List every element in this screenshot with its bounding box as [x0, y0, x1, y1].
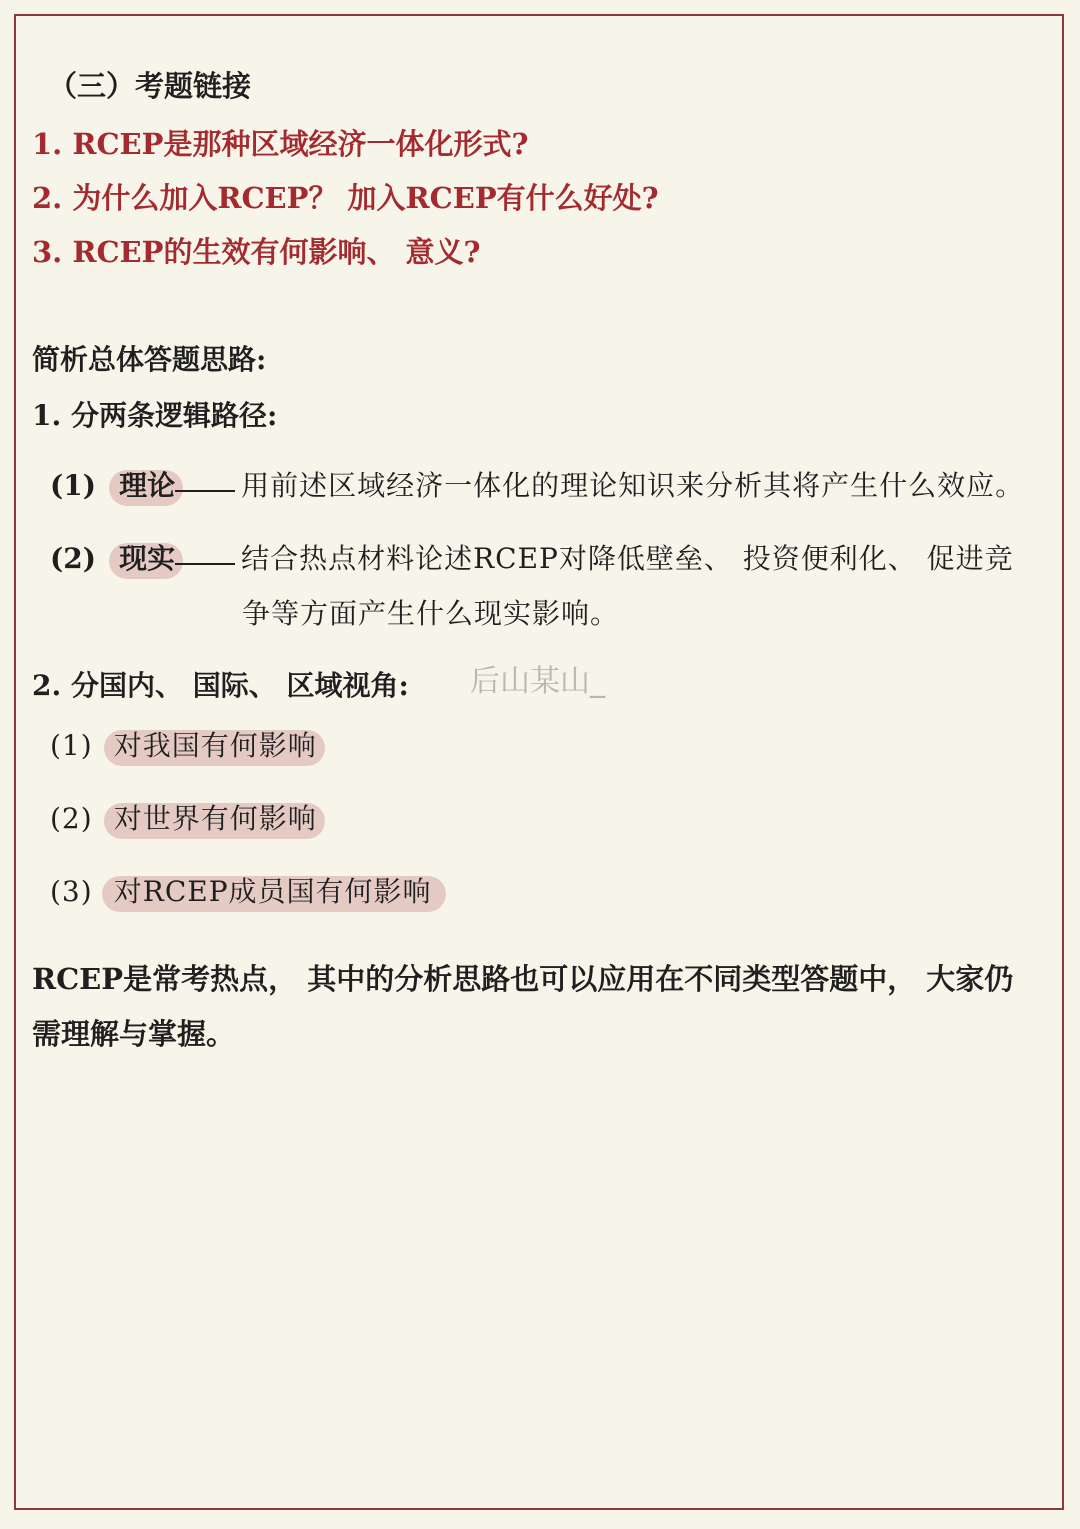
- dash-divider: [175, 490, 235, 492]
- item-number: (2): [50, 542, 96, 575]
- point1-title: 1. 分两条逻辑路径:: [32, 399, 278, 432]
- point2-item-3: [50, 870, 432, 910]
- item-text: 对RCEP成员国有何影响: [114, 870, 432, 910]
- summary-heading: 简析总体答题思路:: [32, 343, 267, 376]
- highlight-keyword: 理论: [119, 464, 175, 504]
- item-text: 用前述区域经济一体化的理论知识来分析其将产生什么效应。: [241, 469, 1025, 502]
- point2-title: 2. 分国内、 国际、 区域视角:: [32, 669, 409, 702]
- item-number: (1): [50, 469, 96, 502]
- item-number: (1): [50, 729, 93, 762]
- watermark: 后山某山_: [470, 664, 605, 699]
- point1-item-2: [50, 537, 1014, 577]
- conclusion-paragraph: RCEP是常考热点， 其中的分析思路也可以应用在不同类型答题中， 大家仍需理解与掌握。: [32, 962, 1014, 1051]
- item-text: 对世界有何影响: [114, 797, 317, 837]
- item-number: (3): [50, 875, 93, 908]
- section-heading: （三）考题链接: [48, 69, 252, 103]
- question-3: 3. RCEP的生效有何影响、 意义?: [32, 235, 481, 269]
- dash-divider: [175, 563, 235, 565]
- point1-item-1: [50, 464, 1024, 504]
- highlight-keyword: 现实: [119, 537, 175, 577]
- item-text: 结合热点材料论述RCEP对降低壁垒、 投资便利化、 促进竞: [241, 542, 1014, 575]
- point2-item-2: [50, 797, 317, 837]
- item-text: 对我国有何影响: [114, 724, 317, 764]
- question-1: 1. RCEP是那种区域经济一体化形式?: [32, 127, 529, 161]
- question-2: 2. 为什么加入RCEP？ 加入RCEP有什么好处?: [32, 181, 659, 215]
- point2-item-1: [50, 724, 317, 764]
- item-number: (2): [50, 802, 93, 835]
- point1-item-2-continued: 争等方面产生什么现实影响。: [242, 597, 620, 630]
